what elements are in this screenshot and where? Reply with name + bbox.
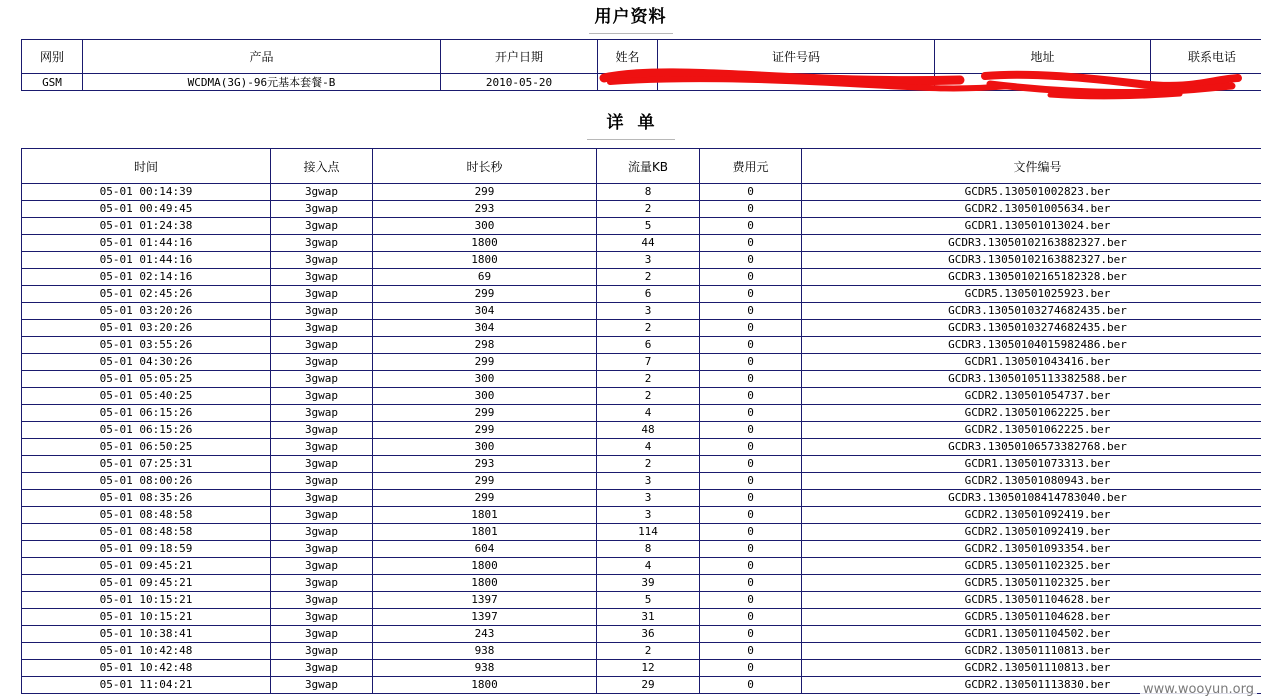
table-row [22,473,1261,490]
cell-file-id: GCDR3.13050102163882327.ber [802,235,1261,252]
cell-file-id: GCDR2.130501092419.ber [802,524,1261,541]
header-traffic: 流量KB [597,149,700,184]
cell-file-id: GCDR2.130501110813.ber [802,660,1261,677]
cell-traffic: 3 [597,507,700,524]
cell-access-point: 3gwap [271,337,373,354]
cell-traffic: 3 [597,303,700,320]
table-row [22,558,1261,575]
cell-file-id: GCDR2.130501092419.ber [802,507,1261,524]
cell-file-id: GCDR1.130501073313.ber [802,456,1261,473]
table-row [22,303,1261,320]
cell-time: 05-01 05:05:25 [22,371,271,388]
cell-id-number-redacted [658,74,935,91]
cell-time: 05-01 08:48:58 [22,507,271,524]
cell-access-point: 3gwap [271,660,373,677]
cell-fee: 0 [700,524,802,541]
cell-traffic: 2 [597,643,700,660]
cell-duration: 299 [373,473,597,490]
table-row [22,677,1261,694]
cell-access-point: 3gwap [271,541,373,558]
table-row [22,235,1261,252]
cell-access-point: 3gwap [271,575,373,592]
cell-file-id: GCDR2.130501062225.ber [802,422,1261,439]
table-row [22,660,1261,677]
cell-traffic: 4 [597,439,700,456]
header-network: 网别 [22,40,83,74]
cell-fee: 0 [700,643,802,660]
cell-access-point: 3gwap [271,269,373,286]
cell-fee: 0 [700,592,802,609]
cell-access-point: 3gwap [271,422,373,439]
cell-access-point: 3gwap [271,558,373,575]
cell-file-id: GCDR3.13050103274682435.ber [802,320,1261,337]
cell-time: 05-01 09:18:59 [22,541,271,558]
cell-fee: 0 [700,405,802,422]
cell-duration: 300 [373,371,597,388]
cell-traffic: 2 [597,269,700,286]
cell-time: 05-01 06:50:25 [22,439,271,456]
cell-time: 05-01 06:15:26 [22,422,271,439]
cell-network: GSM [22,74,83,91]
cell-file-id: GCDR3.13050104015982486.ber [802,337,1261,354]
cell-traffic: 3 [597,490,700,507]
cell-access-point: 3gwap [271,388,373,405]
cell-fee: 0 [700,490,802,507]
cell-time: 05-01 10:15:21 [22,592,271,609]
cell-access-point: 3gwap [271,524,373,541]
cell-time: 05-01 03:20:26 [22,320,271,337]
cell-duration: 300 [373,388,597,405]
cell-time: 05-01 10:38:41 [22,626,271,643]
cell-time: 05-01 02:45:26 [22,286,271,303]
cell-file-id: GCDR2.130501110813.ber [802,643,1261,660]
cell-duration: 1800 [373,558,597,575]
table-row [22,286,1261,303]
cell-traffic: 8 [597,184,700,201]
cell-duration: 1800 [373,235,597,252]
user-info-title [0,2,1261,34]
cell-access-point: 3gwap [271,320,373,337]
table-row [22,490,1261,507]
cell-file-id: GCDR3.13050108414783040.ber [802,490,1261,507]
cell-time: 05-01 00:49:45 [22,201,271,218]
cell-file-id: GCDR1.130501013024.ber [802,218,1261,235]
cell-duration: 938 [373,643,597,660]
cell-fee: 0 [700,388,802,405]
cell-fee: 0 [700,660,802,677]
header-file-id: 文件编号 [802,149,1261,184]
cell-file-id: GCDR5.130501102325.ber [802,558,1261,575]
cell-file-id: GCDR5.130501104628.ber [802,609,1261,626]
cell-duration: 1397 [373,592,597,609]
cell-product: WCDMA(3G)-96元基本套餐-B [83,74,441,91]
cell-name-redacted [598,74,658,91]
table-row [22,354,1261,371]
cell-duration: 299 [373,286,597,303]
cell-duration: 299 [373,354,597,371]
table-row [22,439,1261,456]
user-info-row [22,74,1261,91]
cell-duration: 298 [373,337,597,354]
cell-fee: 0 [700,439,802,456]
cell-file-id: GCDR2.130501062225.ber [802,405,1261,422]
user-info-table [21,39,1261,91]
cell-traffic: 4 [597,558,700,575]
cell-duration: 1800 [373,677,597,694]
cell-duration: 69 [373,269,597,286]
cell-traffic: 44 [597,235,700,252]
table-row [22,643,1261,660]
cell-address-redacted [935,74,1151,91]
cell-duration: 299 [373,490,597,507]
cell-traffic: 2 [597,320,700,337]
table-row [22,320,1261,337]
cell-fee: 0 [700,609,802,626]
cell-file-id: GCDR1.130501104502.ber [802,626,1261,643]
cell-fee: 0 [700,303,802,320]
header-product: 产品 [83,40,441,74]
cell-traffic: 3 [597,252,700,269]
cell-duration: 604 [373,541,597,558]
cell-access-point: 3gwap [271,201,373,218]
cell-open-date: 2010-05-20 [441,74,598,91]
cell-access-point: 3gwap [271,626,373,643]
cell-fee: 0 [700,201,802,218]
table-row [22,609,1261,626]
cell-access-point: 3gwap [271,405,373,422]
cell-time: 05-01 11:04:21 [22,677,271,694]
cell-fee: 0 [700,252,802,269]
cell-access-point: 3gwap [271,371,373,388]
cell-time: 05-01 02:14:16 [22,269,271,286]
cell-fee: 0 [700,626,802,643]
table-row [22,592,1261,609]
cell-duration: 304 [373,320,597,337]
cell-time: 05-01 10:15:21 [22,609,271,626]
cell-fee: 0 [700,320,802,337]
table-row [22,626,1261,643]
cell-access-point: 3gwap [271,473,373,490]
table-row [22,269,1261,286]
detail-title [0,108,1261,140]
cell-time: 05-01 03:55:26 [22,337,271,354]
cell-file-id: GCDR3.13050103274682435.ber [802,303,1261,320]
cell-file-id: GCDR3.13050102163882327.ber [802,252,1261,269]
cell-file-id: GCDR2.130501093354.ber [802,541,1261,558]
table-row [22,252,1261,269]
cell-traffic: 3 [597,473,700,490]
cell-time: 05-01 05:40:25 [22,388,271,405]
cell-access-point: 3gwap [271,235,373,252]
cell-time: 05-01 08:48:58 [22,524,271,541]
cell-traffic: 31 [597,609,700,626]
table-row [22,456,1261,473]
cell-duration: 243 [373,626,597,643]
cell-access-point: 3gwap [271,354,373,371]
cell-time: 05-01 01:44:16 [22,252,271,269]
cell-time: 05-01 08:00:26 [22,473,271,490]
cell-time: 05-01 10:42:48 [22,643,271,660]
cell-time: 05-01 03:20:26 [22,303,271,320]
cell-traffic: 8 [597,541,700,558]
cell-fee: 0 [700,218,802,235]
table-row [22,218,1261,235]
cell-time: 05-01 00:14:39 [22,184,271,201]
cell-fee: 0 [700,473,802,490]
cell-time: 05-01 01:24:38 [22,218,271,235]
detail-body [22,184,1261,694]
header-address: 地址 [935,40,1151,74]
cell-duration: 300 [373,439,597,456]
table-row [22,422,1261,439]
watermark: www.wooyun.org [1140,681,1257,698]
cell-fee: 0 [700,422,802,439]
cell-access-point: 3gwap [271,490,373,507]
cell-fee: 0 [700,235,802,252]
cell-time: 05-01 06:15:26 [22,405,271,422]
cell-traffic: 39 [597,575,700,592]
table-row [22,201,1261,218]
table-row [22,405,1261,422]
cell-file-id: GCDR1.130501043416.ber [802,354,1261,371]
cell-traffic: 6 [597,337,700,354]
cell-traffic: 29 [597,677,700,694]
cell-access-point: 3gwap [271,609,373,626]
cell-time: 05-01 10:42:48 [22,660,271,677]
cell-fee: 0 [700,269,802,286]
cell-file-id: GCDR2.130501005634.ber [802,201,1261,218]
cell-file-id: GCDR2.130501113830.ber [802,677,1261,694]
table-row [22,184,1261,201]
cell-access-point: 3gwap [271,184,373,201]
cell-traffic: 2 [597,388,700,405]
header-time: 时间 [22,149,271,184]
detail-title-text: 详单 [587,108,675,140]
cell-duration: 938 [373,660,597,677]
cell-fee: 0 [700,558,802,575]
header-fee: 费用元 [700,149,802,184]
cell-time: 05-01 04:30:26 [22,354,271,371]
cell-traffic: 6 [597,286,700,303]
cell-traffic: 5 [597,218,700,235]
cell-file-id: GCDR3.13050105113382588.ber [802,371,1261,388]
cell-fee: 0 [700,286,802,303]
cell-duration: 300 [373,218,597,235]
cell-access-point: 3gwap [271,286,373,303]
detail-table [21,148,1261,694]
header-name: 姓名 [598,40,658,74]
cell-fee: 0 [700,184,802,201]
cell-file-id: GCDR3.13050106573382768.ber [802,439,1261,456]
cell-traffic: 2 [597,456,700,473]
header-duration: 时长秒 [373,149,597,184]
cell-fee: 0 [700,456,802,473]
header-phone: 联系电话 [1151,40,1261,74]
cell-traffic: 4 [597,405,700,422]
cell-access-point: 3gwap [271,592,373,609]
cell-traffic: 2 [597,371,700,388]
cell-file-id: GCDR5.130501102325.ber [802,575,1261,592]
cell-access-point: 3gwap [271,643,373,660]
cell-fee: 0 [700,337,802,354]
cell-time: 05-01 09:45:21 [22,575,271,592]
cell-access-point: 3gwap [271,677,373,694]
cell-duration: 299 [373,405,597,422]
cell-access-point: 3gwap [271,507,373,524]
cell-phone-redacted [1151,74,1261,91]
cell-duration: 1800 [373,252,597,269]
cell-fee: 0 [700,677,802,694]
table-row [22,524,1261,541]
user-info-header-row [22,40,1261,74]
cell-duration: 299 [373,184,597,201]
header-open-date: 开户日期 [441,40,598,74]
cell-duration: 299 [373,422,597,439]
cell-fee: 0 [700,507,802,524]
table-row [22,371,1261,388]
cell-access-point: 3gwap [271,303,373,320]
table-row [22,541,1261,558]
cell-traffic: 48 [597,422,700,439]
cell-fee: 0 [700,354,802,371]
cell-traffic: 2 [597,201,700,218]
cell-file-id: GCDR3.13050102165182328.ber [802,269,1261,286]
cell-duration: 1801 [373,524,597,541]
cell-duration: 293 [373,456,597,473]
cell-file-id: GCDR5.130501002823.ber [802,184,1261,201]
cell-duration: 1397 [373,609,597,626]
cell-duration: 293 [373,201,597,218]
user-info-title-text: 用户资料 [589,2,673,34]
cell-traffic: 12 [597,660,700,677]
cell-file-id: GCDR5.130501104628.ber [802,592,1261,609]
cell-fee: 0 [700,575,802,592]
cell-traffic: 114 [597,524,700,541]
detail-header-row [22,149,1261,184]
cell-time: 05-01 01:44:16 [22,235,271,252]
cell-fee: 0 [700,371,802,388]
cell-fee: 0 [700,541,802,558]
table-row [22,337,1261,354]
table-row [22,575,1261,592]
cell-access-point: 3gwap [271,439,373,456]
cell-duration: 1800 [373,575,597,592]
cell-time: 05-01 09:45:21 [22,558,271,575]
cell-traffic: 36 [597,626,700,643]
table-row [22,507,1261,524]
header-access-point: 接入点 [271,149,373,184]
cell-traffic: 5 [597,592,700,609]
cell-duration: 304 [373,303,597,320]
cell-access-point: 3gwap [271,218,373,235]
cell-time: 05-01 08:35:26 [22,490,271,507]
cell-traffic: 7 [597,354,700,371]
header-id-number: 证件号码 [658,40,935,74]
cell-access-point: 3gwap [271,252,373,269]
cell-file-id: GCDR2.130501080943.ber [802,473,1261,490]
cell-access-point: 3gwap [271,456,373,473]
cell-time: 05-01 07:25:31 [22,456,271,473]
cell-duration: 1801 [373,507,597,524]
cell-file-id: GCDR5.130501025923.ber [802,286,1261,303]
cell-file-id: GCDR2.130501054737.ber [802,388,1261,405]
table-row [22,388,1261,405]
